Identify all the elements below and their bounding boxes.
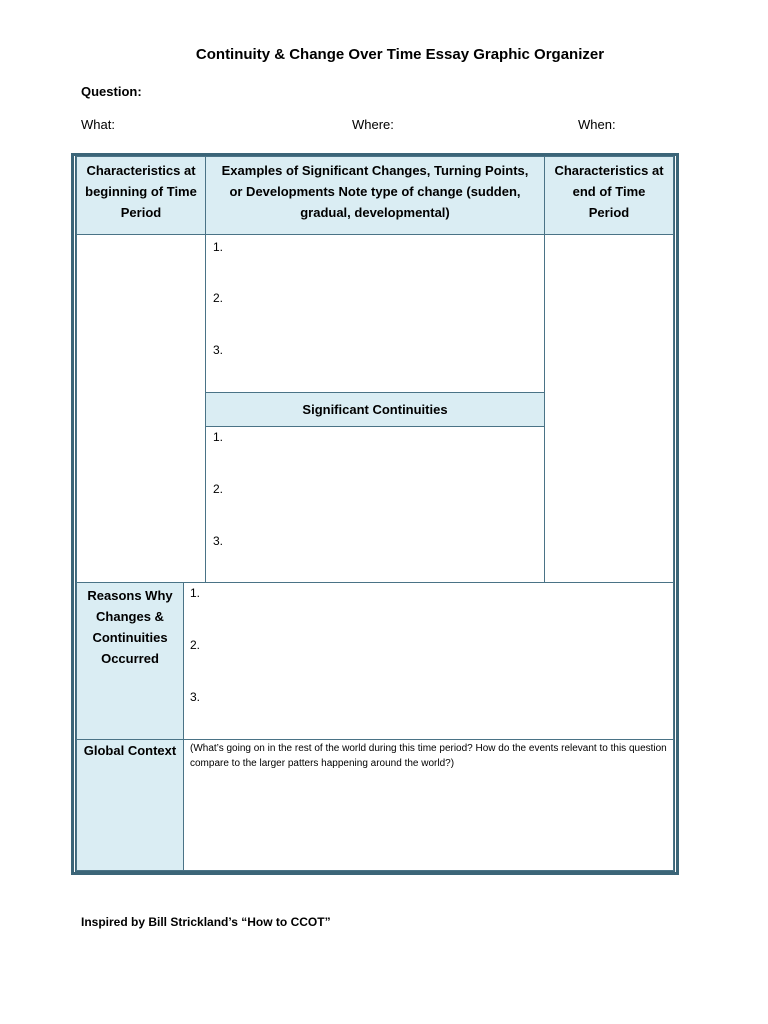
changes-header-text: Examples of Significant Changes, Turning Points, or Developments Note type of change (sudden, gradual, developmental)	[221, 163, 529, 220]
reason-number-1: 1.	[190, 586, 201, 600]
global-content-cell[interactable]	[183, 739, 674, 871]
reason-number-3: 3.	[190, 690, 201, 704]
reason-number-2: 2.	[190, 638, 201, 652]
continuity-number-3: 3.	[213, 534, 224, 548]
continuities-content-cell[interactable]	[205, 426, 545, 583]
change-number-1: 1.	[213, 240, 224, 254]
end-header-text: Characteristics at end of Time Period	[554, 163, 664, 220]
change-number-3: 3.	[213, 343, 224, 357]
begin-header-cell	[76, 156, 206, 235]
begin-content-cell[interactable]	[76, 234, 206, 583]
begin-header-text: Characteristics at beginning of Time Period	[85, 163, 197, 220]
continuity-number-1: 1.	[213, 430, 224, 444]
question-label: Question:	[81, 84, 142, 99]
what-label: What:	[81, 117, 115, 132]
document-title: Continuity & Change Over Time Essay Graphic Organizer	[195, 46, 605, 63]
reasons-label-cell	[76, 582, 184, 740]
reasons-label-text: Reasons Why Changes & Continuities Occurred	[87, 588, 173, 666]
footer-credit: Inspired by Bill Strickland’s “How to CCOT”	[81, 915, 331, 929]
changes-content-cell[interactable]	[205, 234, 545, 393]
changes-header-cell	[205, 156, 545, 235]
continuities-header-text: Significant Continuities	[302, 402, 448, 417]
global-label-cell	[76, 739, 184, 871]
global-label-text: Global Context	[83, 743, 177, 758]
end-content-cell[interactable]	[544, 234, 674, 583]
global-hint-text: (What’s going on in the rest of the world during this time period? How do the events relevant to this question compare to the larger patters happening around the world?)	[190, 743, 667, 769]
when-label: When:	[578, 117, 616, 132]
change-number-2: 2.	[213, 291, 224, 305]
reasons-content-cell[interactable]	[183, 582, 674, 740]
continuity-number-2: 2.	[213, 482, 224, 496]
end-header-cell	[544, 156, 674, 235]
continuities-header-cell	[205, 392, 545, 427]
where-label: Where:	[352, 117, 394, 132]
